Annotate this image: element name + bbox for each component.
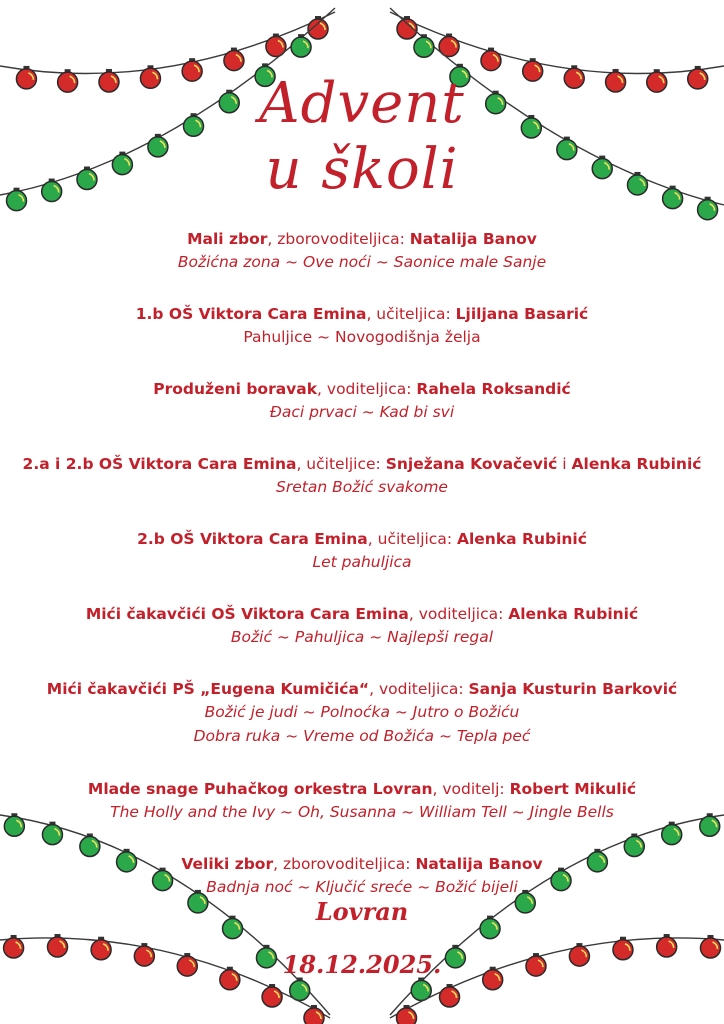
group-name: Mići čakavčići OŠ Viktora Cara Emina [85,605,409,623]
group-name: 2.b OŠ Viktora Cara Emina [137,530,368,548]
song-list: Dobra ruka ~ Vreme od Božića ~ Tepla peć [193,727,531,745]
leader-name: Alenka Rubinić [508,605,639,623]
leader-role: , voditelj: [432,780,510,798]
leader-role: , učiteljica: [366,305,456,323]
light-bulb-icon [304,1005,324,1024]
program-item [0,303,724,376]
light-bulb-icon [262,984,282,1007]
program-item [0,453,724,526]
group-name: 1.b OŠ Viktora Cara Emina [135,305,367,323]
group-name: Mlade snage Puhačkog orkestra Lovran [87,780,433,798]
leader-name: Sanja Kusturin Barković [468,680,678,698]
leader-role: , voditeljica: [317,380,417,398]
light-bulb-icon [291,34,311,57]
light-bulb-icon [290,978,310,1001]
song-list: Đaci prvaci ~ Kad bi svi [269,403,455,421]
song-list: Božić je judi ~ Polnoćka ~ Jutro o Božiću [204,703,520,721]
group-name: Mali zbor [187,230,268,248]
group-name: Mići čakavčići PŠ „Eugena Kumičića“ [46,680,370,698]
light-bulb-icon [397,1005,417,1024]
leader-name: Natalija Banov [409,230,537,248]
light-bulb-icon [308,16,328,39]
leader-name: Rahela Roksandić [416,380,571,398]
song-list: The Holly and the Ivy ~ Oh, Susanna ~ William Tell ~ Jingle Bells [110,803,614,821]
program-item [0,528,724,601]
event-date: 18.12.2025. [282,950,442,979]
leader-role: , zborovoditeljica: [273,855,416,873]
group-name: Veliki zbor [181,855,274,873]
leader-role: , voditeljica: [369,680,469,698]
song-list: Let pahuljica [312,553,412,571]
leader-name: Natalija Banov [415,855,543,873]
page-subtitle: u školi [265,137,459,202]
program-item [0,678,724,776]
song-list: Badnja noć ~ Ključić sreće ~ Božić bijeli [206,878,518,896]
song-list: Pahuljice ~ Novogodišnja želja [243,328,481,346]
program-item [0,778,724,851]
program-item [0,378,724,451]
leader-role: , zborovoditeljica: [267,230,410,248]
song-list: Sretan Božić svakome [276,478,448,496]
light-bulb-icon [224,48,244,71]
and-word: i [557,455,572,473]
light-bulb-icon [481,48,501,71]
leader-name: Robert Mikulić [509,780,637,798]
page-title: Advent [259,71,465,136]
program-list [0,226,724,926]
leader-name: Ljiljana Basarić [455,305,589,323]
light-bulb-icon [414,34,434,57]
light-bulb-icon [397,16,417,39]
program-item [0,603,724,676]
leader-name: Snježana Kovačević [385,455,558,473]
group-name: 2.a i 2.b OŠ Viktora Cara Emina [22,455,297,473]
leader-role: , učiteljica: [367,530,457,548]
song-list: Božićna zona ~ Ove noći ~ Saonice male Sanje [177,253,547,271]
group-name: Produženi boravak [153,380,318,398]
song-list: Božić ~ Pahuljica ~ Najlepši regal [230,628,494,646]
leader-name: Alenka Rubinić [456,530,587,548]
leader-role: , učiteljice: [296,455,386,473]
light-bulb-icon [411,978,431,1001]
leader-name-second: Alenka Rubinić [571,455,702,473]
event-place: Lovran [315,897,409,926]
leader-role: , voditeljica: [408,605,509,623]
light-bulb-icon [440,984,460,1007]
program-item [0,228,724,301]
